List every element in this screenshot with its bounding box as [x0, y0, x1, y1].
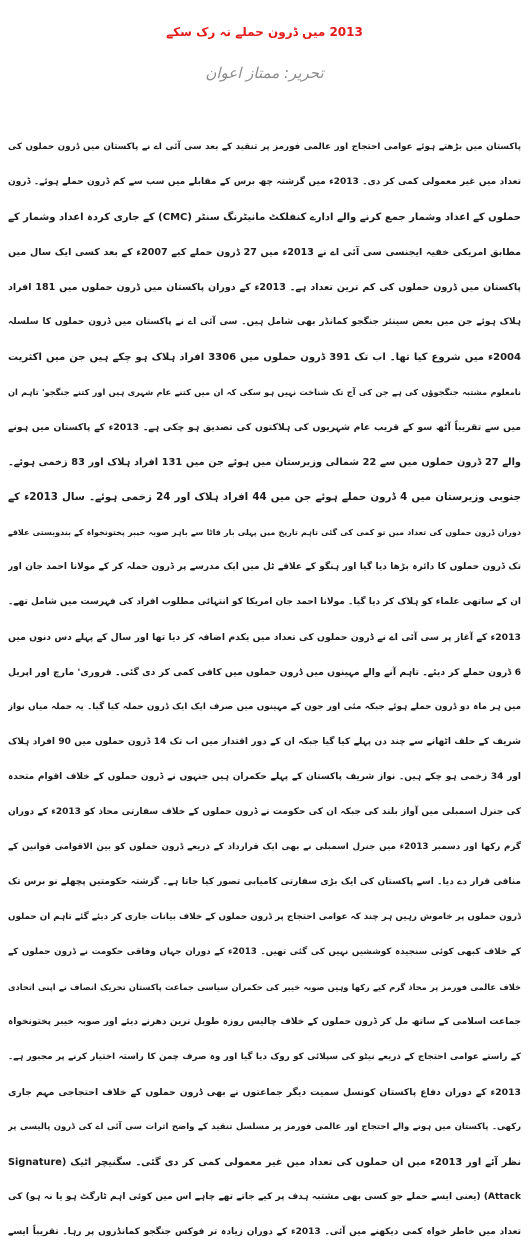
article-line: پاکستان میں بڑھتے ہوئے عوامی احتجاج اور عالمی فورمز پر تنقید کے بعد سی آئی اے نے پاکستان میں ڈرون حملوں کی	[8, 142, 521, 152]
article-line: پاکستان میں ڈرون حملوں کی کم ترین تعداد ہے۔ 2013ء کے دوران پاکستان میں ڈرون حملوں میں 181 افراد	[8, 282, 521, 293]
article-line: 2004ء میں شروع کیا تھا۔ اب تک 391 ڈرون حملوں میں 3306 افراد ہلاک ہو چکے ہیں جن میں اکثریت	[8, 352, 521, 363]
article-line: Attack) (یعنی ایسے حملے جو کسی بھی مشتبہ ہدف پر کیے جاتے تھے چاہے اس میں کوئی اہم ٹارگٹ ہو یا نہ ہو) کی	[8, 1192, 521, 1202]
article-line: ان کے ساتھی علماء کو ہلاک کر دیا گیا۔ مولانا احمد جان امریکا کو انتہائی مطلوب افراد کی فہرست میں شامل تھے۔	[8, 597, 521, 607]
article-line: نامعلوم مشتبہ جنگجوؤں کی ہے جن کی آج تک شناخت نہیں ہو سکی کہ ان میں کتنے عام شہری ہیں اور کتنے جنگجو' تاہم ان	[8, 387, 521, 397]
article-line: جماعت اسلامی کے ساتھ مل کر ڈرون حملوں کے خلاف چالیس روزہ طویل ترین دھرنے دیئے اور صوبہ خیبر پختونخواہ	[8, 1017, 521, 1027]
article-line: میں ہر ماہ دو ڈرون حملے ہوئے جبکہ مئی اور جون کے مہینوں میں صرف ایک ایک ڈرون حملہ کیا گیا۔ یہ حملہ میاں نواز	[8, 702, 521, 712]
article-line: تعداد میں خاطر خواہ کمی دیکھنے میں آئی۔ 2013ء کے دوران زیادہ تر فوکس جنگجو کمانڈروں پر رہا۔ تقریباً ایسے	[8, 1227, 521, 1237]
article-line: کے راستے عوامی احتجاج کے ذریعے نیٹو کی سپلائی کو روک دیا گیا اور وہ صرف چمن کا راستہ اختیار کرنے پر مجبور ہے۔	[8, 1052, 521, 1062]
article-line: گرم رکھا اور دسمبر 2013ء میں جنرل اسمبلی نے بھی ایک قرارداد کے ذریعے ڈرون حملوں کو بین الاقوامی قوانین کے	[8, 842, 521, 852]
article-line: اور 34 زخمی ہو چکے ہیں۔ نواز شریف پاکستان کے پہلے حکمران ہیں جنہوں نے ڈرون حملوں کے خلاف اقوام متحدہ	[8, 772, 521, 782]
article-line: رکھی۔ پاکستان میں ہونے والے احتجاج اور عالمی فورمز پر مسلسل تنقید کے واضح اثرات سی آئی اے کی ڈرون پالیسی پر	[8, 1122, 521, 1132]
article-line: میں سے تقریباً آٹھ سو کے قریب عام شہریوں کی ہلاکتوں کی تصدیق ہو چکی ہے۔ 2013ء کے پاکستان میں ہونے	[8, 422, 521, 433]
article-line: حملوں کے اعداد وشمار جمع کرنے والے ادارے کنفلکٹ مانیٹرنگ سنٹر (CMC) کے جاری کردہ اعداد وشمار کے	[8, 212, 521, 223]
article-line: شریف کے حلف اٹھانے سے چند دن پہلے کیا گیا جبکہ ان کے دور اقتدار میں اب تک 14 ڈرون حملوں میں 90 افراد ہلاک	[8, 737, 521, 747]
article-line: کی جنرل اسمبلی میں آواز بلند کی جبکہ ان کی حکومت نے ڈرون حملوں کے خلاف سفارتی محاذ کو 2013ء کے دوران	[8, 807, 521, 817]
article-line: ڈرون حملوں پر خاموش رہیں ہر چند کہ عوامی احتجاج پر ڈرون حملوں کے خلاف بیانات جاری کر دیئے گئے تاہم ان حملوں	[8, 912, 521, 922]
article-line: نظر آئے اور 2013ء میں ان حملوں کی تعداد میں غیر معمولی کمی کر دی گئی۔ سگنیچر اٹیک (Signature	[8, 1157, 521, 1168]
article-line: 2013ء کے دوران دفاع پاکستان کونسل سمیت دیگر جماعتوں نے بھی ڈرون حملوں کے خلاف احتجاجی مہم جاری	[8, 1087, 521, 1098]
article-line: ہلاک ہوئے جن میں بعض سینئر جنگجو کمانڈر بھی شامل ہیں۔ سی آئی اے نے پاکستان میں ڈرون حملوں کا سلسلہ	[8, 317, 521, 327]
article-line: تعداد میں غیر معمولی کمی کر دی۔ 2013ء میں گزشتہ چھ برس کے مقابلے میں سب سے کم ڈرون حملے ہوئے۔ ڈرون	[8, 177, 521, 187]
article-line: منافی قرار دے دیا۔ اسے پاکستان کی ایک بڑی سفارتی کامیابی تصور کیا جاتا ہے۔ گزشتہ حکومتیں پچھلے نو برس تک	[8, 877, 521, 887]
article-line: جنوبی وزیرستان میں 4 ڈرون حملے ہوئے جن میں 44 افراد ہلاک اور 24 زخمی ہوئے۔ سال 2013ء کے	[8, 491, 521, 503]
article-line: مطابق امریکی خفیہ ایجنسی سی آئی اے نے 2013ء میں 27 ڈرون حملے کیے 2007ء کے بعد کسی ایک سال میں	[8, 247, 521, 258]
article-line: تک ڈرون حملوں کا دائرہ بڑھا دیا گیا اور ہنگو کے علاقے ٹل میں ایک مدرسے پر ڈرون حملہ کر کے مولانا احمد جان اور	[8, 562, 521, 572]
article-title: 2013 میں ڈرون حملے نہ رک سکے	[166, 25, 363, 39]
article-line: دوران ڈرون حملوں کی تعداد میں تو کمی کی گئی تاہم تاریخ میں پہلی بار فاٹا سے باہر صوبہ خیبر پختونخواہ کے بندوبستی علاقے	[8, 528, 521, 537]
article-byline: تحریر: ممتاز اعوان	[205, 64, 324, 82]
article-line: 2013ء کے آغاز پر سی آئی اے نے ڈرون حملوں کی تعداد میں یکدم اضافہ کر دیا تھا اور سال کے پہلے دس دنوں میں	[8, 632, 521, 643]
article-line: والے 27 ڈرون حملوں میں سے 22 شمالی وزیرستان میں ہوئے جن میں 131 افراد ہلاک اور 83 زخمی ہوئے۔	[8, 457, 521, 468]
article-line: کے خلاف کبھی کوئی سنجیدہ کوششیں نہیں کی گئی تھیں۔ 2013ء کے دوران جہاں وفاقی حکومت نے ڈرون حملوں کے	[8, 947, 521, 957]
article-line: 6 ڈرون حملے کر دیئے۔ تاہم آنے والے مہینوں میں ڈرون حملوں میں کافی کمی کر دی گئی۔ فروری' مارچ اور اپریل	[8, 667, 521, 678]
article-body	[8, 130, 521, 1250]
article-line: خلاف عالمی فورمز پر محاذ گرم کیے رکھا وہیں صوبہ خیبر کی حکمران سیاسی جماعت پاکستان تحریک انصاف نے اپنی اتحادی	[8, 982, 521, 992]
